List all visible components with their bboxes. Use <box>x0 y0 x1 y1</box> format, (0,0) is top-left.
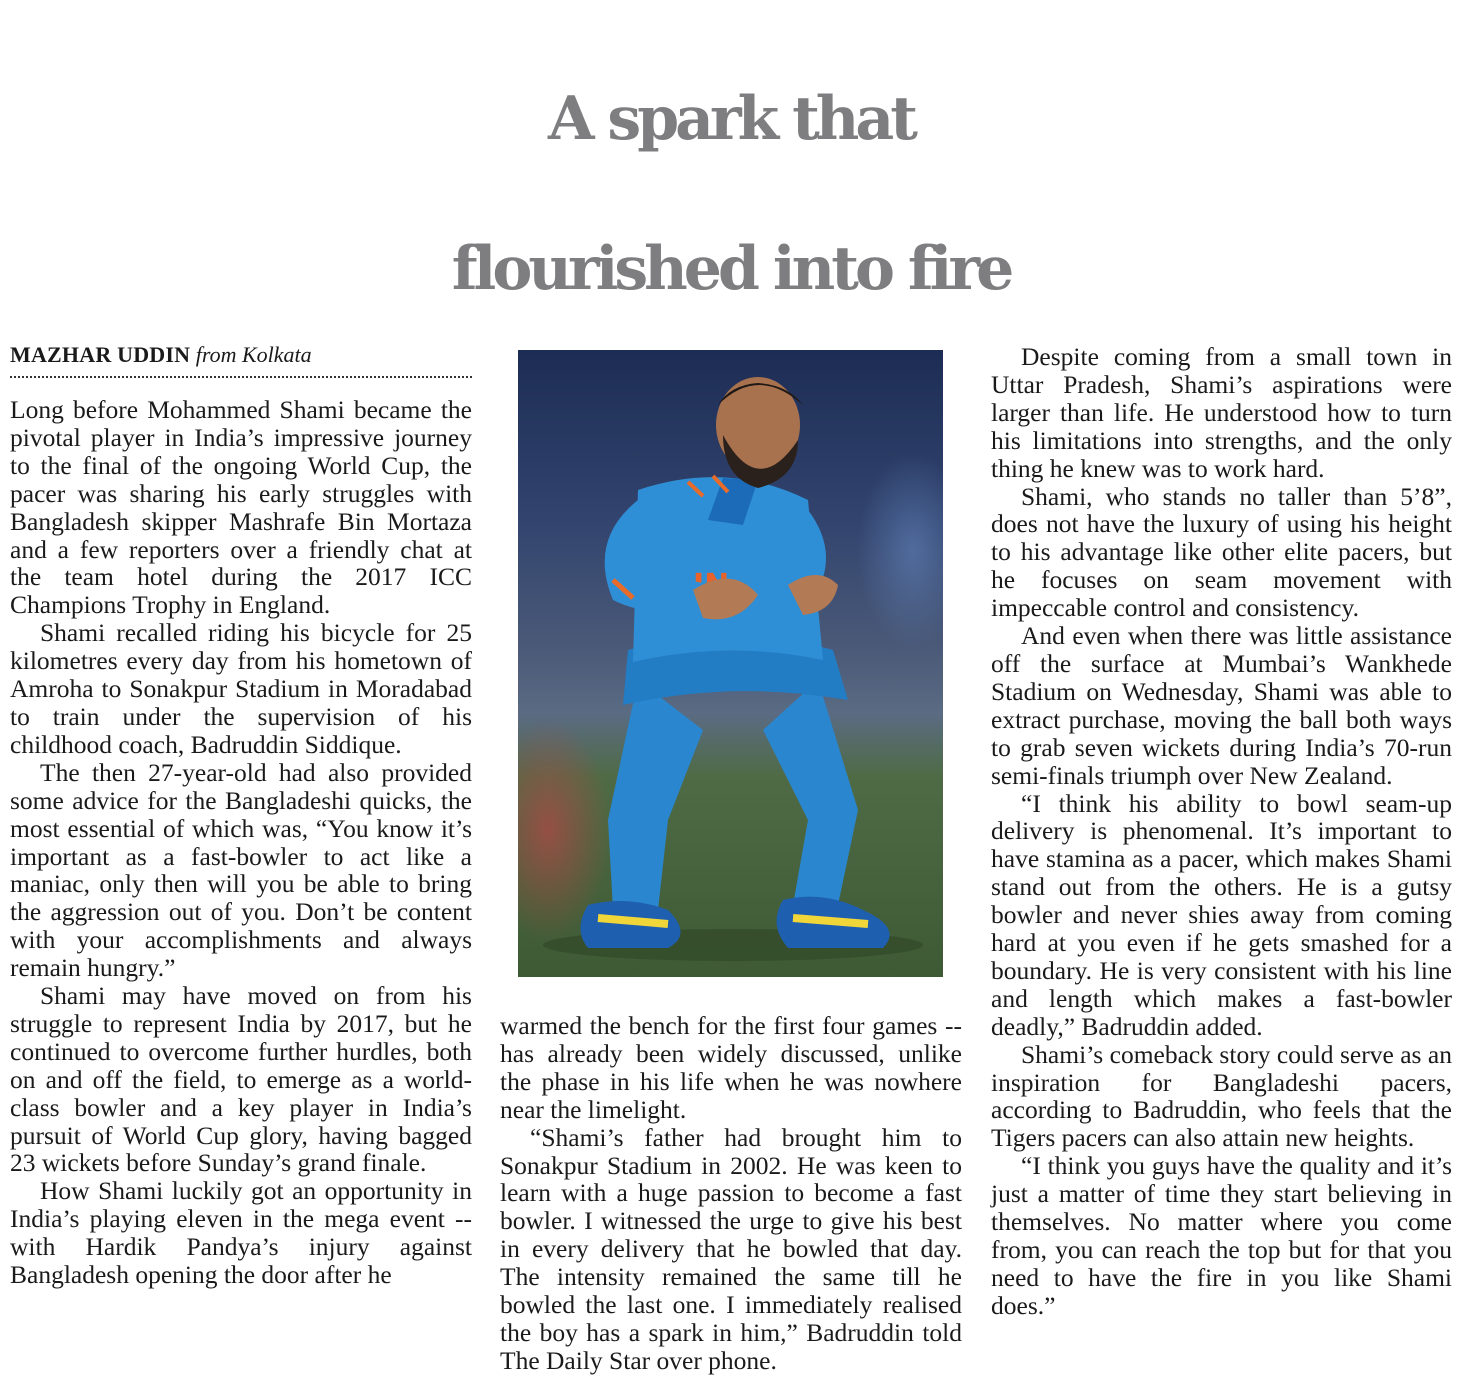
byline-author: MAZHAR UDDIN <box>10 342 191 367</box>
paragraph: Shami recalled riding his bicycle for 25 kilometres every day from his hometown of Amroha to Sonakpur Stadium in Moradabad to train under the supervision of his childhood coach, Badruddin Siddique. <box>10 618 472 759</box>
headline-line-1: A spark that <box>547 84 915 154</box>
byline-location: from Kolkata <box>195 342 312 367</box>
article-column-3 <box>991 343 1452 1320</box>
player-photo <box>518 350 943 977</box>
paragraph: Despite coming from a small town in Uttar Pradesh, Shami’s aspirations were larger than life. He understood how to turn his limitations into strengths, and the only thing he knew was to work hard. <box>991 342 1452 483</box>
paragraph: warmed the bench for the first four games -- has already been widely discussed, unlike the phase in his life when he was nowhere near the limelight. <box>500 1011 962 1124</box>
paragraph: “I think his ability to bowl seam-up delivery is phenomenal. It’s important to have stamina as a pacer, which makes Shami stand out from the others. He is a gutsy bowler and never shies away from coming hard at you even if he gets smashed for a boundary. He is very consistent with his line and length which makes a fast-bowler deadly,” Badruddin added. <box>991 788 1452 1041</box>
paragraph: The then 27-year-old had also provided some advice for the Bangladeshi quicks, the most essential of which was, “You know it’s important as a fast-bowler to act like a maniac, only then will you be able to bring the aggression out of you. Don’t be content with your accomplishments and always remain hungry.” <box>10 757 472 983</box>
headline <box>0 44 1462 344</box>
article-column-1 <box>10 396 472 1289</box>
paragraph: Long before Mohammed Shami became the pivotal player in India’s impressive journey to the final of the ongoing World Cup, the pacer was sharing his early struggles with Bangladesh skipper Mashrafe Bin Mortaza and a few reporters over a friendly chat at the team hotel during the 2017 ICC Champions Trophy in England. <box>10 395 472 620</box>
paragraph: Shami may have moved on from his struggle to represent India by 2017, but he continued to overcome further hurdles, both on and off the field, to emerge as a world-class bowler and a key player in India’s pursuit of World Cup glory, having bagged 23 wickets before Sunday’s grand finale. <box>10 981 472 1178</box>
article-column-2 <box>500 1012 962 1375</box>
celebrating-bowler-illustration <box>518 350 943 977</box>
headline-line-2: flourished into fire <box>451 234 1011 304</box>
paragraph: “Shami’s father had brought him to Sonakpur Stadium in 2002. He was keen to learn with a huge passion to become a fast bowler. I witnessed the urge to give his best in every delivery that he bowled that day. The intensity remained the same till he bowled the last one. I immediately realised the boy has a spark in him,” Badruddin told The Daily Star over phone. <box>500 1122 962 1375</box>
paragraph: And even when there was little assistance off the surface at Mumbai’s Wankhede Stadium on Wednesday, Shami was able to extract purchase, moving the ball both ways to grab seven wickets during India’s 70-run semi-finals triumph over New Zealand. <box>991 621 1452 790</box>
byline <box>10 342 472 378</box>
paragraph: Shami, who stands no taller than 5’8”, does not have the luxury of using his height to his advantage like other elite pacers, but he focuses on seam movement with impeccable control and consistency. <box>991 481 1452 623</box>
paragraph: Shami’s comeback story could serve as an inspiration for Bangladeshi pacers, according to Badruddin, who feels that the Tigers pacers can also attain new heights. <box>991 1039 1452 1153</box>
paragraph: How Shami luckily got an opportunity in India’s playing eleven in the mega event -- with Hardik Pandya’s injury against Bangladesh opening the door after he <box>10 1176 472 1290</box>
paragraph: “I think you guys have the quality and it’s just a matter of time they start believing in themselves. No matter where you come from, you can reach the top but for that you need to have the fire in you like Shami does.” <box>991 1151 1452 1320</box>
